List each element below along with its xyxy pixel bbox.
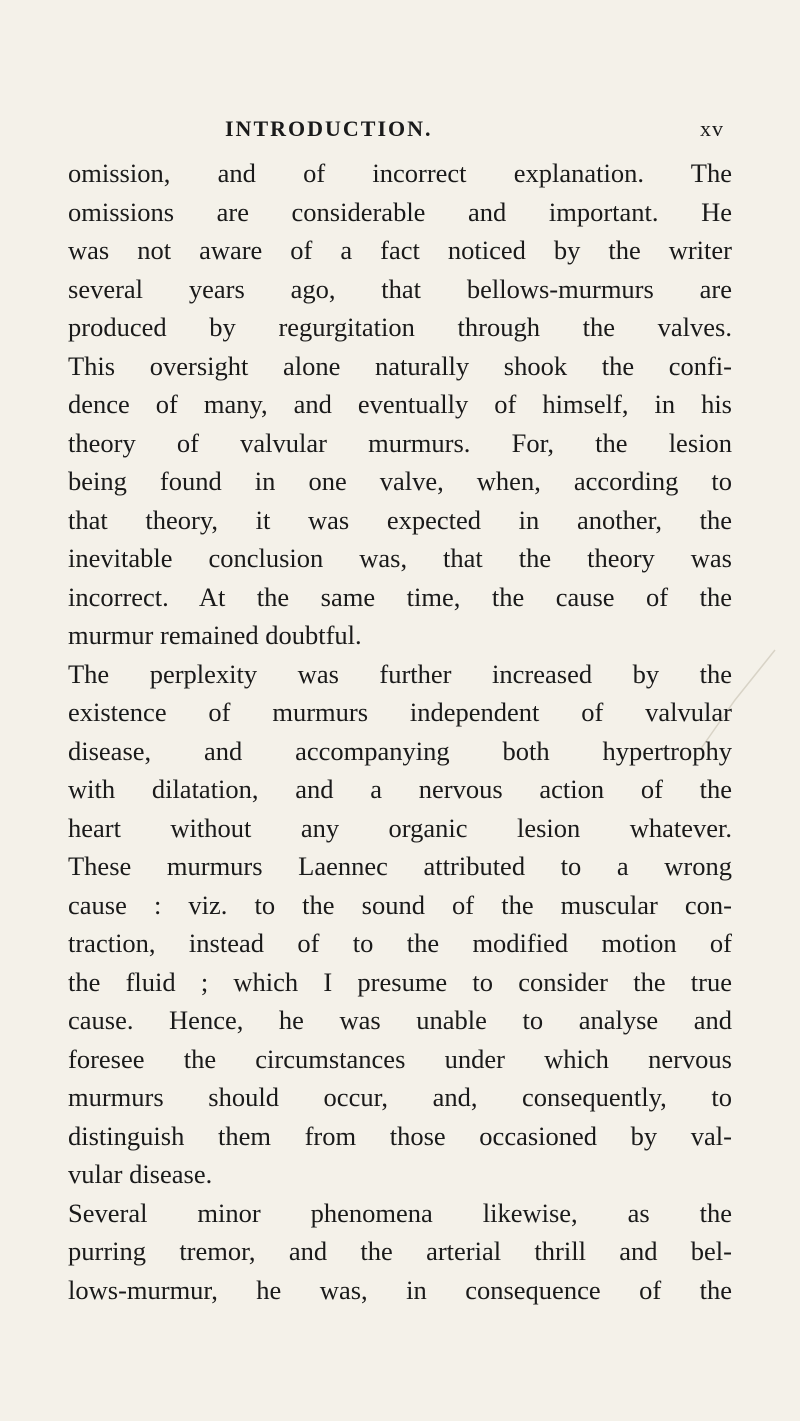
text-line: cause. Hence, he was unable to analyse and (68, 1005, 732, 1035)
text-line: dence of many, and eventually of himself, in his (68, 389, 732, 419)
text-line: murmur remained doubtful. (68, 620, 362, 650)
text-line: omissions are considerable and important. He (68, 196, 732, 227)
text-line: Several minor phenomena likewise, as the (68, 1197, 732, 1228)
text-line: with dilatation, and a nervous action of the (68, 774, 732, 804)
text-line: distinguish them from those occasioned by val- (68, 1120, 732, 1151)
text-line: heart without any organic lesion whatever. (68, 812, 732, 843)
text-line: the fluid ; which I presume to consider the true (68, 966, 732, 997)
text-line: existence of murmurs independent of valvular (68, 697, 732, 727)
text-line: This oversight alone naturally shook the confi- (68, 350, 732, 381)
text-line: was not aware of a fact noticed by the writer (68, 235, 732, 265)
text-line: disease, and accompanying both hypertrophy (68, 735, 732, 766)
page-number: xv (700, 116, 724, 141)
text-line: being found in one valve, when, according to (68, 466, 732, 496)
text-line: omission, and of incorrect explanation. The (68, 158, 732, 188)
text-line: foresee the circumstances under which nervous (68, 1043, 732, 1074)
text-line: purring tremor, and the arterial thrill and bel- (68, 1236, 732, 1266)
text-line: murmurs should occur, and, consequently, to (68, 1082, 732, 1112)
text-line: These murmurs Laennec attributed to a wrong (68, 851, 732, 881)
text-line: inevitable conclusion was, that the theory was (68, 543, 732, 573)
text-line: lows-murmur, he was, in consequence of the (68, 1274, 732, 1305)
text-line: theory of valvular murmurs. For, the lesion (68, 427, 732, 458)
text-line: traction, instead of to the modified motion of (68, 928, 732, 958)
body-text (68, 154, 732, 1309)
text-line: vular disease. (68, 1159, 213, 1189)
text-line: several years ago, that bellows-murmurs are (68, 273, 732, 304)
text-line: produced by regurgitation through the valves. (68, 312, 732, 342)
running-title: INTRODUCTION. (225, 116, 433, 141)
text-line: cause : viz. to the sound of the muscular con- (68, 889, 732, 920)
running-header (0, 116, 800, 146)
text-line: that theory, it was expected in another, the (68, 504, 732, 535)
text-line: The perplexity was further increased by the (68, 658, 732, 689)
text-line: incorrect. At the same time, the cause of the (68, 581, 732, 612)
